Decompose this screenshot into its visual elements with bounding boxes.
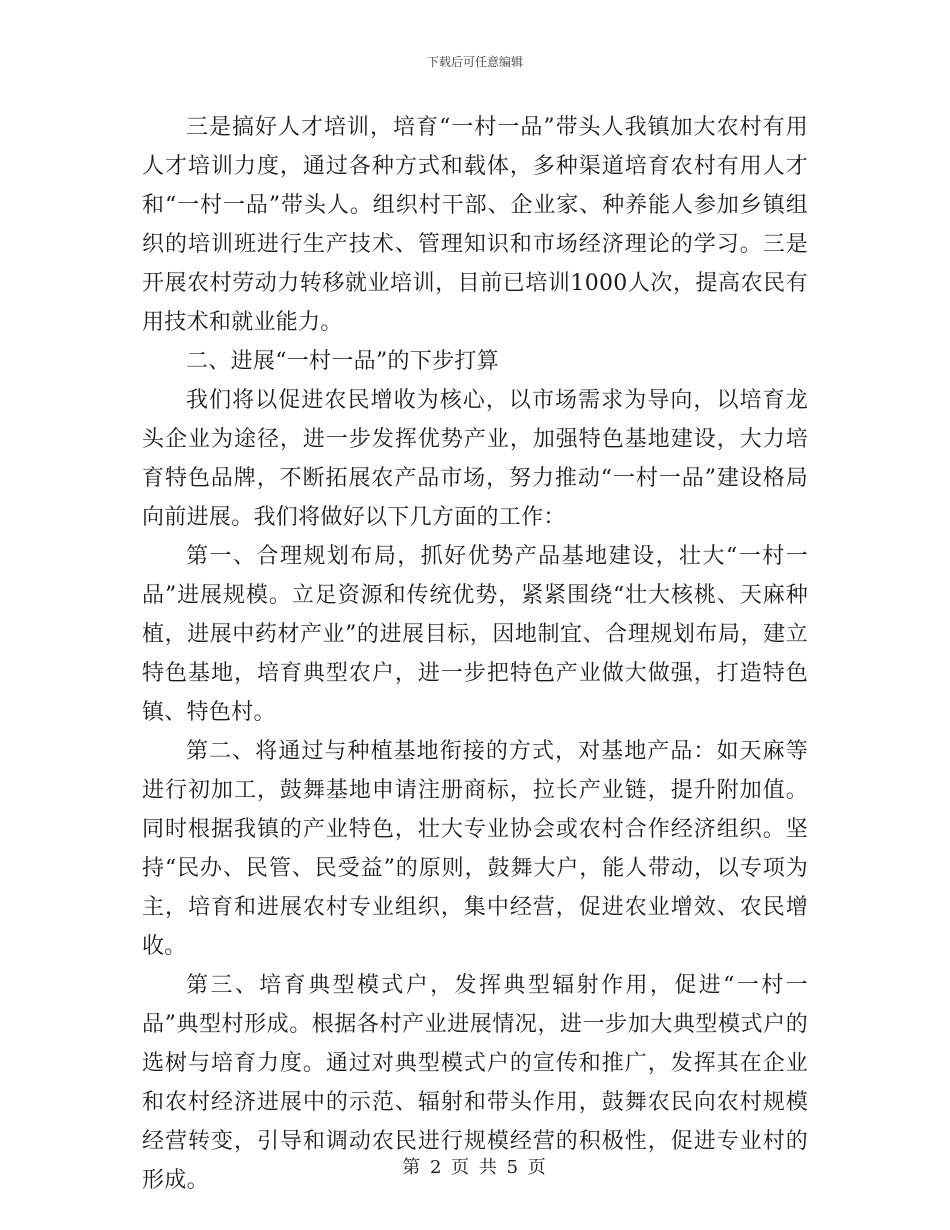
paragraph-third-measure: 第三、培育典型模式户，发挥典型辐射作用，促进“一村一品”典型村形成。根据各村产业进展情况，进一步加大典型模式户的选树与培育力度。通过对典型模式户的宣传和推广，发挥其在企业和农村经济进展中的示范、辐射和带头作用，鼓舞农民向农村规模经营转变，引导和调动农民进行规模经营的积极性，促进专业村的形成。 (142, 973, 808, 1193)
paragraph-second-measure: 第二、将通过与种植基地衔接的方式，对基地产品：如天麻等进行初加工，鼓舞基地申请注册商标，拉长产业链，提升附加值。同时根据我镇的产业特色，壮大专业协会或农村合作经济组织。坚持“民办、民管、民受益”的原则，鼓舞大户，能人带动，以专项为主，培育和进展农村专业组织，集中经营，促进农业增效、农民增收。 (142, 739, 808, 959)
document-body (142, 108, 808, 1200)
paragraph-talent-training: 三是搞好人才培训，培育“一村一品”带头人我镇加大农村有用人才培训力度，通过各种方式和载体，多种渠道培育农村有用人才和“一村一品”带头人。组织村干部、企业家、种养能人参加乡镇组织的培训班进行生产技术、管理知识和市场经济理论的学习。三是开展农村劳动力转移就业培训，目前已培训1000人次，提高农民有用技术和就业能力。 (142, 115, 808, 335)
header-note: 下载后可任意编辑 (426, 55, 523, 69)
paragraph-first-measure: 第一、合理规划布局，抓好优势产品基地建设，壮大“一村一品”进展规模。立足资源和传统优势，紧紧围绕“壮大核桃、天麻种植，进展中药材产业”的进展目标，因地制宜、合理规划布局，建立特色基地，培育典型农户，进一步把特色产业做大做强，打造特色镇、特色村。 (142, 544, 808, 725)
paragraph-overview: 我们将以促进农民增收为核心，以市场需求为导向，以培育龙头企业为途径，进一步发挥优势产业，加强特色基地建设，大力培育特色品牌，不断拓展农产品市场，努力推动“一村一品”建设格局向前进展。我们将做好以下几方面的工作： (142, 388, 808, 530)
page-number: 第 2 页 共 5 页 (402, 1157, 548, 1178)
section-heading-next-steps: 二、进展“一村一品”的下步打算 (186, 349, 499, 374)
